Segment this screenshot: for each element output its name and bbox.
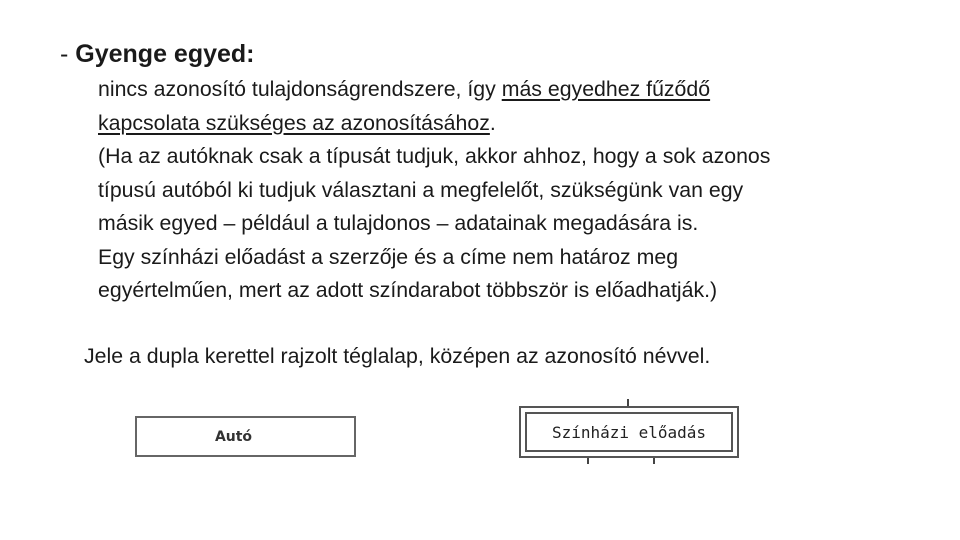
- text-segment: .: [489, 110, 496, 135]
- heading-title: Gyenge egyed:: [75, 40, 255, 68]
- underlined-text: kapcsolata szükséges az azonosításához: [98, 110, 490, 135]
- paragraph-line-6: Egy színházi előadást a szerzője és a címe nem határoz meg: [98, 244, 679, 269]
- weak-entity-inner-border: [525, 412, 733, 452]
- paragraph-line-7: egyértelműen, mert az adott színdarabot többször is előadhatják.): [98, 278, 718, 302]
- paragraph-line-2: [98, 107, 918, 141]
- entity-box-auto: [135, 416, 356, 457]
- notation-note: Jele a dupla kerettel rajzolt téglalap, középen az azonosító névvel.: [84, 344, 711, 368]
- weak-entity-box-theatre: [519, 406, 739, 458]
- weak-entity-diagram: [519, 399, 739, 465]
- slide-heading: [60, 38, 255, 70]
- text-segment: nincs azonosító tulajdonságrendszere, így: [98, 77, 502, 101]
- paragraph-line-5: másik egyed – például a tulajdonos – adatainak megadására is.: [98, 211, 699, 235]
- paragraph-line-3: (Ha az autóknak csak a típusát tudjuk, akkor ahhoz, hogy a sok azonos: [98, 144, 771, 168]
- entity-label-auto: Autó: [214, 428, 253, 445]
- definition-paragraph: [98, 73, 918, 308]
- heading-dash: -: [60, 40, 76, 68]
- paragraph-line-4: típusú autóból ki tudjuk választani a megfelelőt, szükségünk van egy: [98, 177, 744, 202]
- entity-label-theatre: Színházi előadás: [551, 422, 707, 442]
- underlined-text: más egyedhez fűződő: [501, 77, 711, 101]
- paragraph-line-1: [98, 73, 918, 107]
